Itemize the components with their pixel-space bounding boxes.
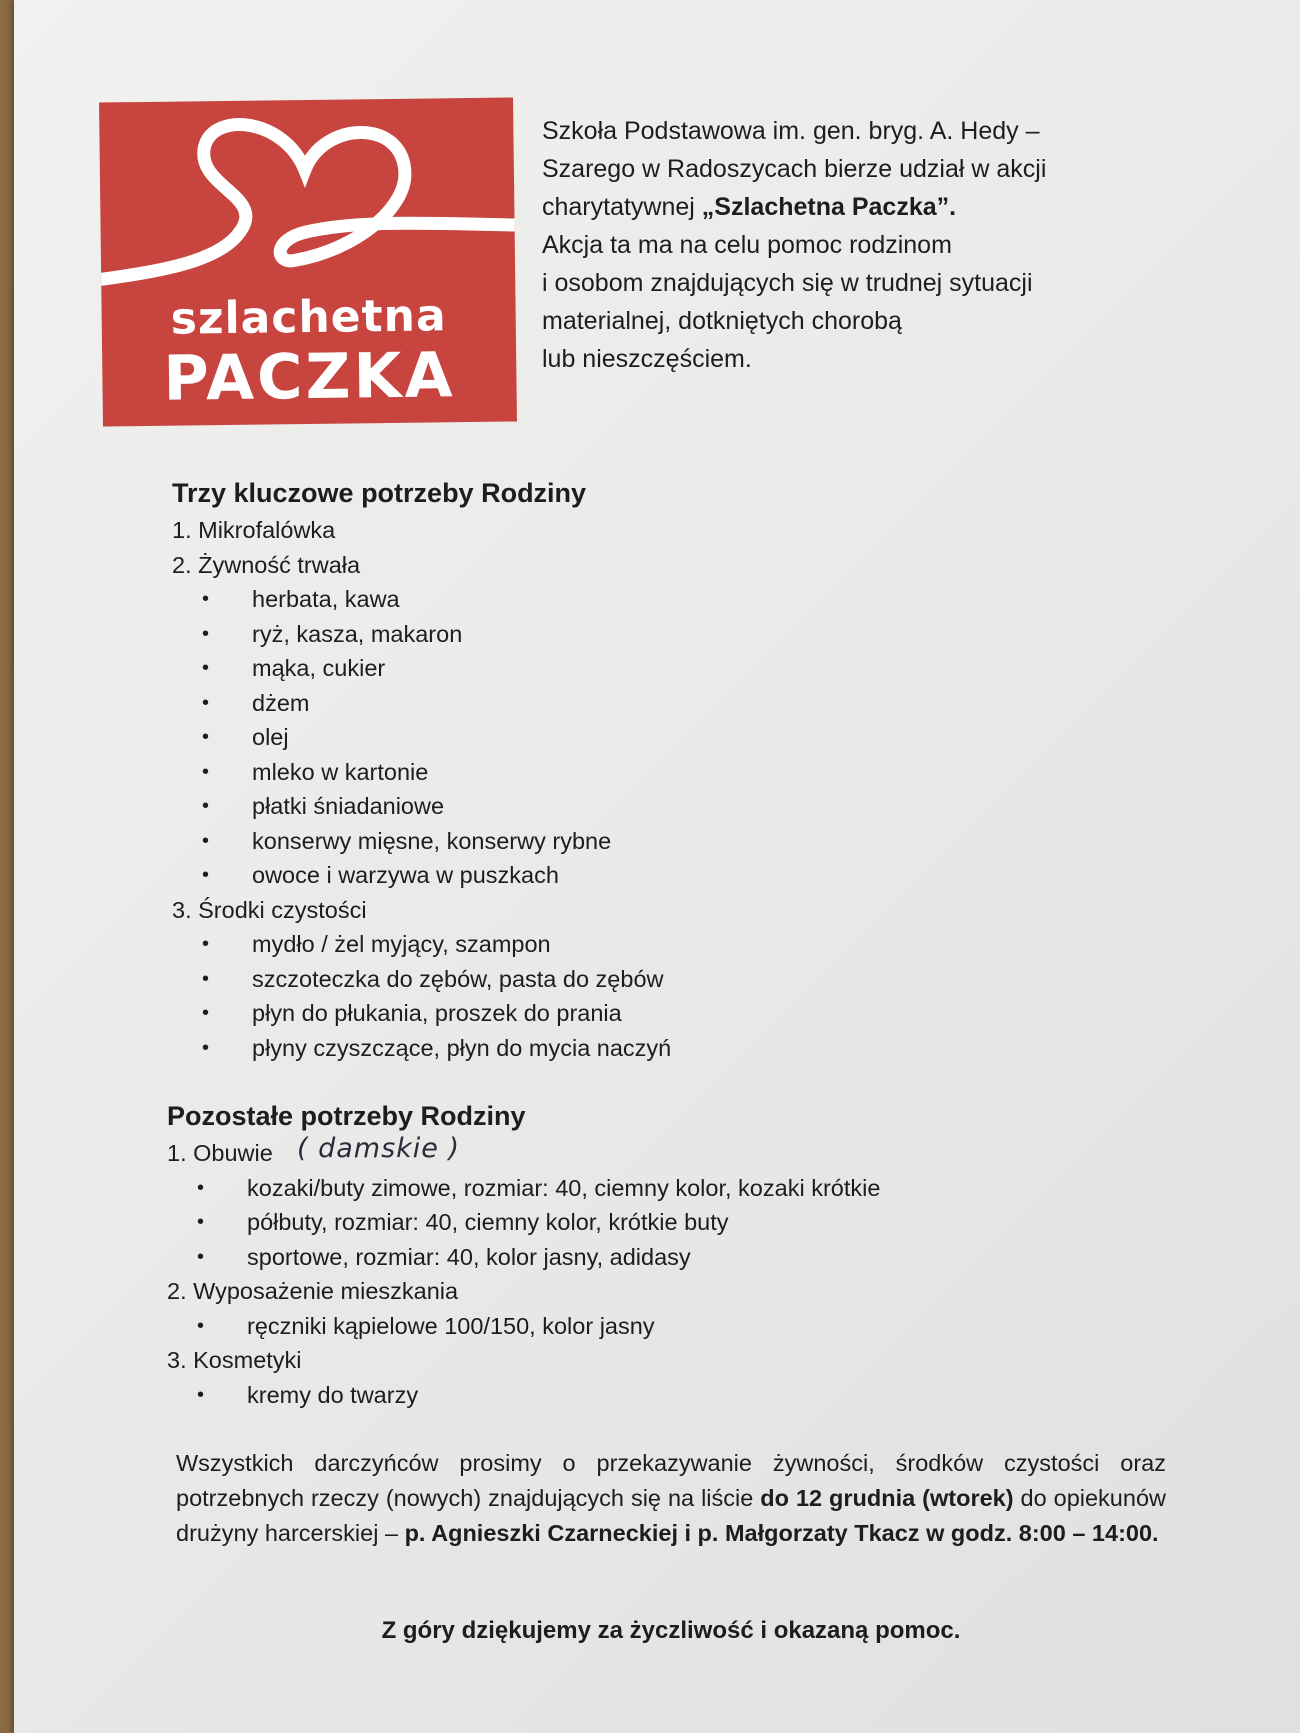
document-page: [14, 0, 1300, 1733]
sub-list: [172, 582, 671, 893]
list-item: [167, 1136, 880, 1274]
instructions-text: Wszystkich darczyńców prosimy o przekazywanie żywności, środków czystości oraz potrzebnych rzeczy (nowych) znajdujących się na liście: [176, 1450, 1166, 1511]
thank-you-note: Z góry dziękujemy za życzliwość i okazaną pomoc.: [381, 1617, 961, 1644]
intro-paragraph: [542, 112, 1162, 378]
instructions-text: do opiekunów drużyny harcerskiej –: [176, 1485, 1166, 1546]
sub-list-item: • płyn do płukania, proszek do prania: [172, 996, 671, 1031]
sub-list-item: • sportowe, rozmiar: 40, kolor jasny, adidasy: [167, 1240, 880, 1275]
intro-line: materialnej, dotkniętych chorobą: [542, 307, 902, 335]
intro-line-text: charytatywnej: [542, 193, 702, 221]
campaign-name: „Szlachetna Paczka”.: [701, 193, 957, 221]
sub-list-item: • szczoteczka do zębów, pasta do zębów: [172, 962, 671, 997]
list-item-label: 3. Kosmetyki: [167, 1347, 302, 1373]
intro-line: lub nieszczęściem.: [542, 345, 752, 373]
sub-list-item: • płatki śniadaniowe: [172, 789, 671, 824]
sub-list-item: • olej: [172, 720, 671, 755]
sub-list-item: • mąka, cukier: [172, 651, 671, 686]
sub-list-item: • owoce i warzywa w puszkach: [172, 858, 671, 893]
intro-line: Szkoła Podstawowa im. gen. bryg. A. Hedy –: [542, 117, 1040, 145]
heart-ribbon-icon: [99, 97, 515, 302]
sub-list: [167, 1309, 880, 1344]
list-item: [167, 1274, 880, 1343]
section-title-key-needs: Trzy kluczowe potrzeby Rodziny: [172, 478, 587, 508]
list-item-label: 3. Środki czystości: [172, 896, 367, 923]
list-item-label: 1. Obuwie: [167, 1140, 273, 1166]
list-item-label: 1. Mikrofalówka: [172, 517, 336, 543]
contact-persons-hours: p. Agnieszki Czarneckiej i p. Małgorzaty Tkacz w godz. 8:00 – 14:00.: [404, 1520, 1159, 1546]
logo-text-paczka: PACZKA: [162, 338, 456, 415]
handwritten-note: ( damskie ): [297, 1133, 461, 1164]
sub-list-item: • konserwy mięsne, konserwy rybne: [172, 824, 671, 859]
sub-list-item: • herbata, kawa: [172, 582, 671, 617]
section-title-other-needs: Pozostałe potrzeby Rodziny: [167, 1101, 526, 1131]
donation-instructions: [176, 1446, 1166, 1551]
sub-list: [172, 927, 671, 1065]
intro-line: [542, 188, 1162, 226]
deadline: do 12 grudnia (wtorek): [760, 1485, 1014, 1511]
sub-list-item: • kozaki/buty zimowe, rozmiar: 40, ciemny kolor, kozaki krótkie: [167, 1171, 880, 1206]
sub-list-item: • dżem: [172, 686, 671, 721]
szlachetna-paczka-logo: [99, 97, 517, 426]
list-item: [167, 1343, 880, 1412]
sub-list-item: • ryż, kasza, makaron: [172, 617, 671, 652]
sub-list-item: • kremy do twarzy: [167, 1378, 880, 1413]
logo-text-szlachetna: szlachetna: [170, 290, 447, 345]
list-item: [172, 513, 671, 548]
sub-list: [167, 1171, 880, 1275]
intro-line: Akcja ta ma na celu pomoc rodzinom: [542, 231, 952, 259]
intro-line: Szarego w Radoszycach bierze udział w akcji: [542, 155, 1047, 183]
key-needs-list: [172, 513, 671, 1065]
list-item: [172, 548, 671, 893]
sub-list-item: • mleko w kartonie: [172, 755, 671, 790]
other-needs-list: [167, 1136, 880, 1412]
sub-list-item: • półbuty, rozmiar: 40, ciemny kolor, krótkie buty: [167, 1205, 880, 1240]
sub-list-item: • ręczniki kąpielowe 100/150, kolor jasny: [167, 1309, 880, 1344]
list-item-label: 2. Żywność trwała: [172, 551, 361, 578]
intro-line: i osobom znajdujących się w trudnej sytuacji: [542, 269, 1033, 297]
sub-list-item: • mydło / żel myjący, szampon: [172, 927, 671, 962]
list-item-label: 2. Wyposażenie mieszkania: [167, 1278, 459, 1304]
sub-list: [167, 1378, 880, 1413]
sub-list-item: • płyny czyszczące, płyn do mycia naczyń: [172, 1031, 671, 1066]
list-item: [172, 893, 671, 1066]
